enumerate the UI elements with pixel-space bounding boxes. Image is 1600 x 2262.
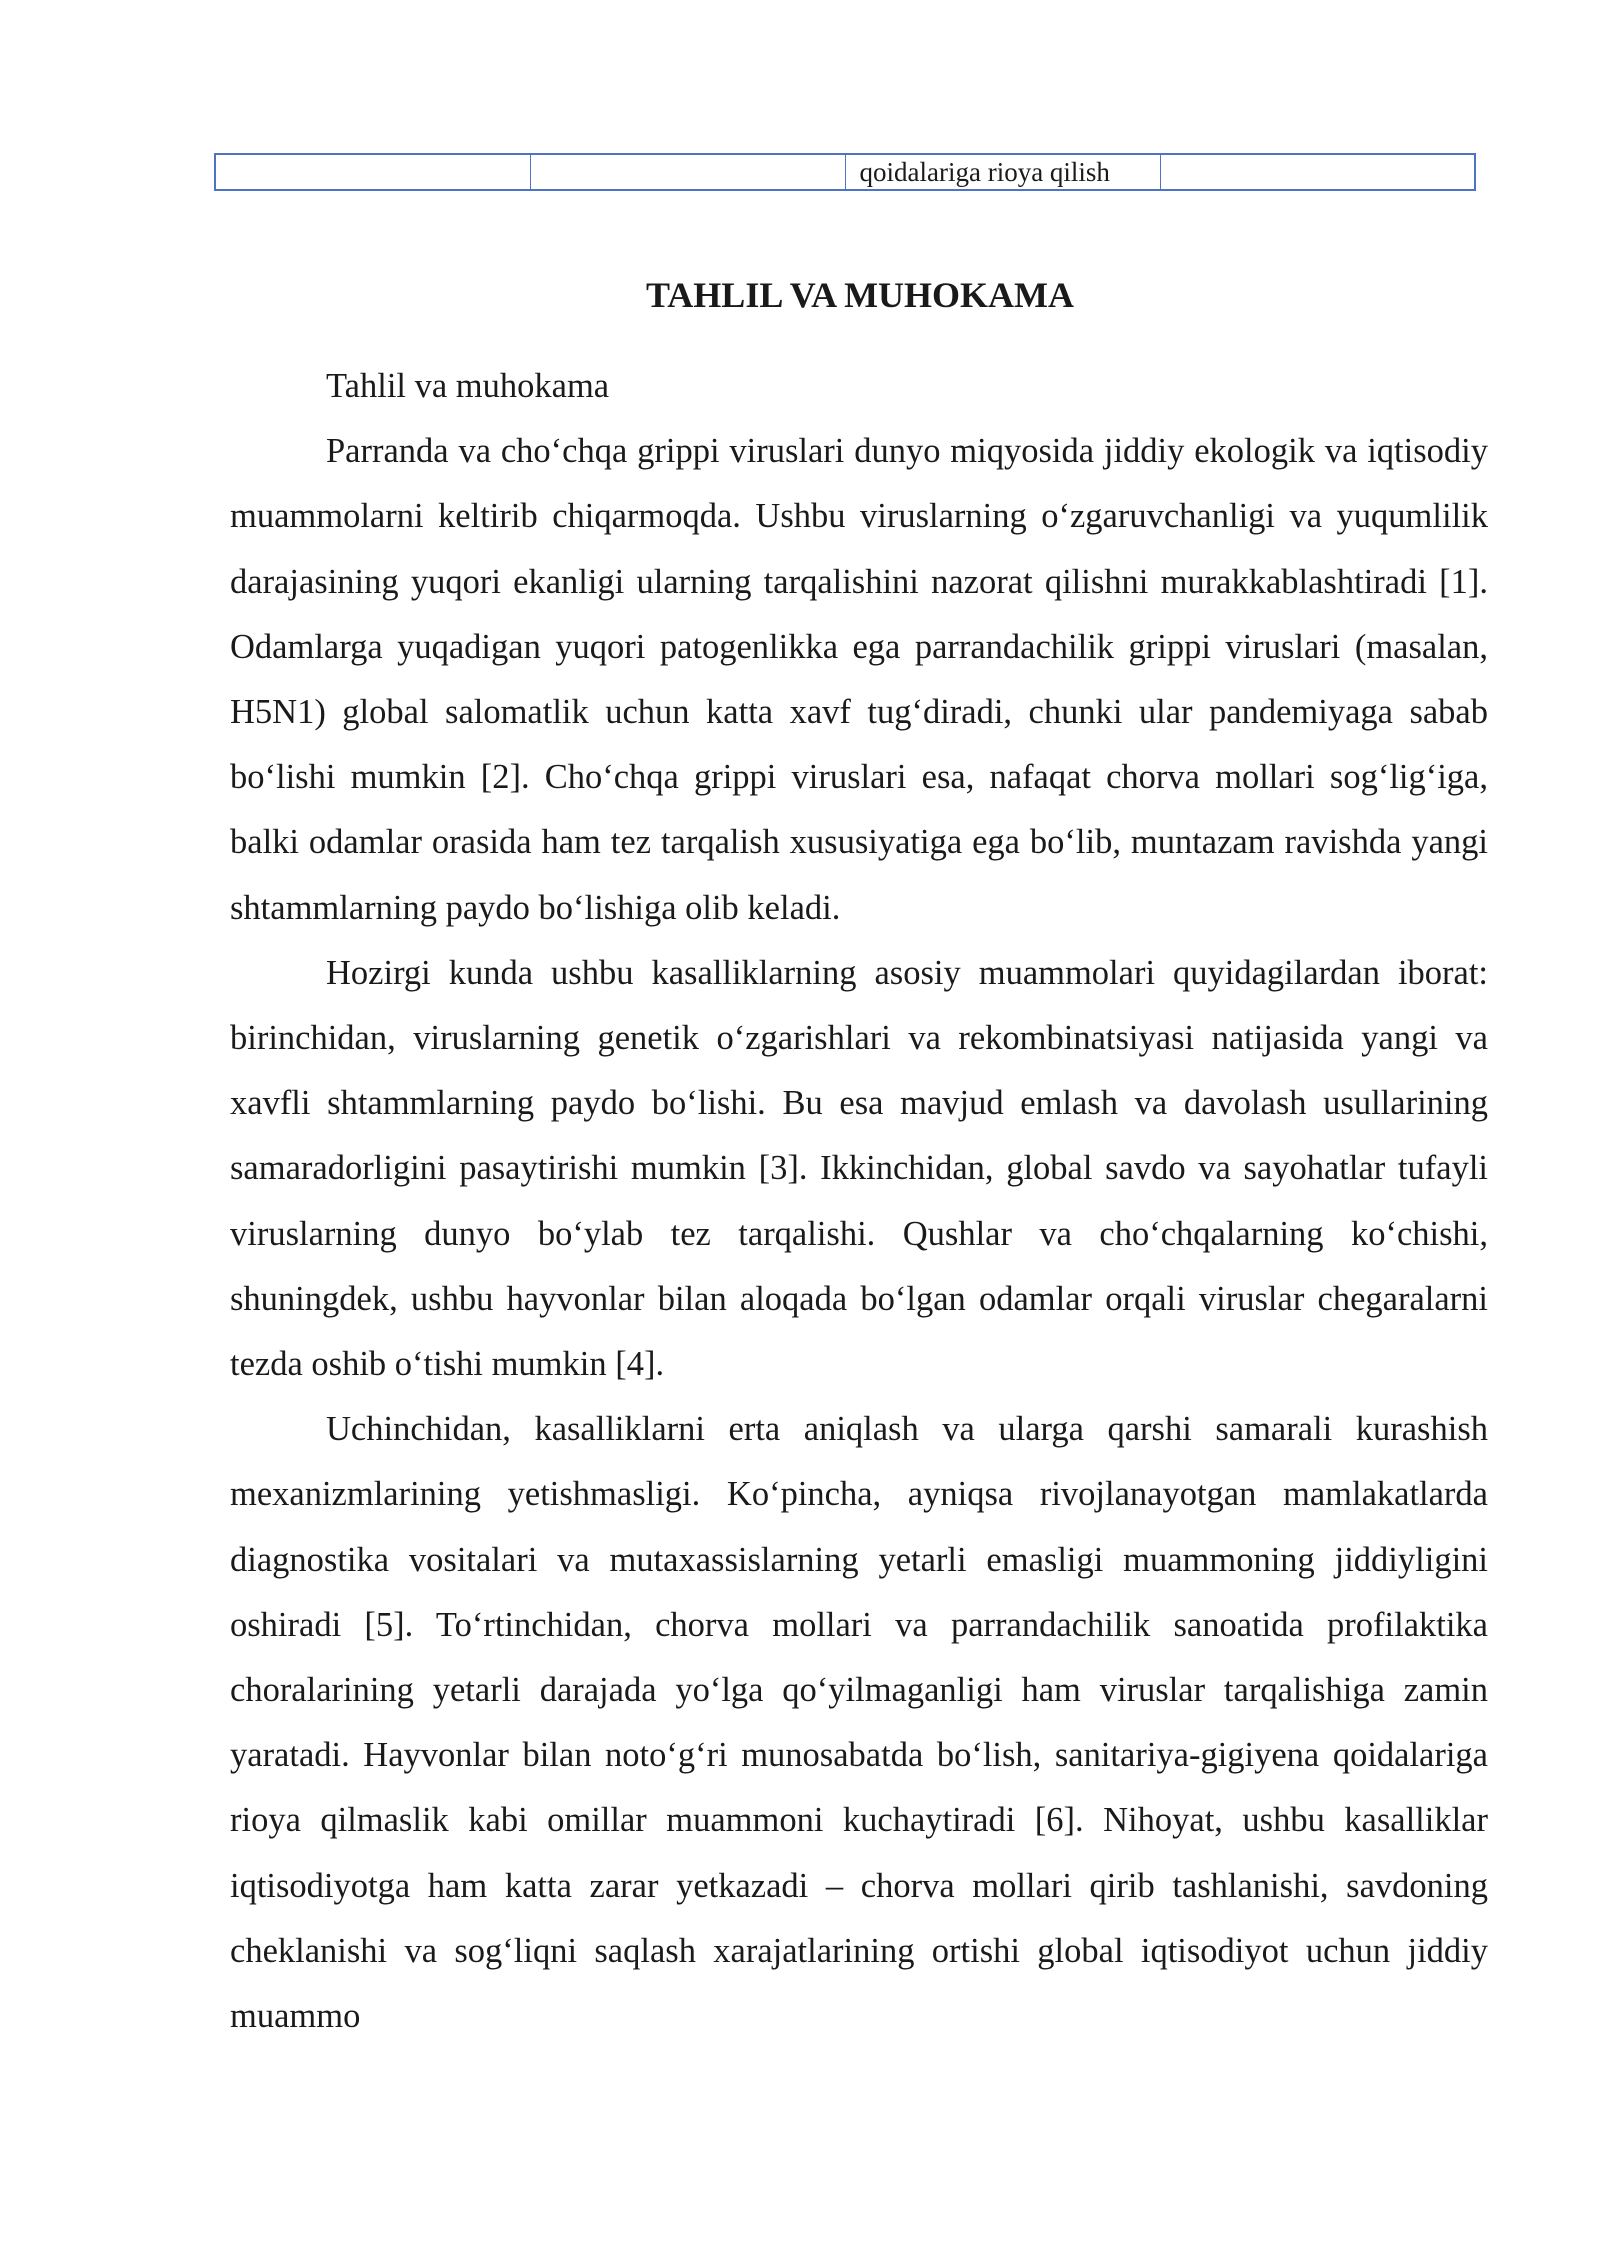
paragraph: Parranda va cho‘chqa grippi viruslari dunyo miqyosida jiddiy ekologik va iqtisodiy muammolarni keltirib chiqarmoqda. Ushbu viruslarning o‘zgaruvchanligi va yuqumlilik darajasining yuqori ekanligi ularning tarqalishini nazorat qilishni murakkablashtiradi [1]. Odamlarga yuqadigan yuqori patogenlikka ega parrandachilik grippi viruslari (masalan, H5N1) global salomatlik uchun katta xavf tug‘diradi, chunki ular pandemiyaga sabab bo‘lishi mumkin [2]. Cho‘chqa grippi viruslari esa, nafaqat chorva mollari sog‘lig‘iga, balki odamlar orasida ham tez tarqalish xususiyatiga ega bo‘lib, muntazam ravishda yangi shtammlarning paydo bo‘lishiga olib keladi.: [230, 432, 1488, 927]
table-fragment: [214, 153, 1476, 191]
paragraph: Uchinchidan, kasalliklarni erta aniqlash va ularga qarshi samarali kurashish mexanizmlarining yetishmasligi. Ko‘pincha, ayniqsa rivojlanayotgan mamlakatlarda diagnostika vositalari va mutaxassislarning yetarli emasligi muammoning jiddiyligini oshiradi [5]. To‘rtinchidan, chorva mollari va parrandachilik sanoatida profilaktika choralarining yetarli darajada yo‘lga qo‘yilmaganligi ham viruslar tarqalishiga zamin yaratadi. Hayvonlar bilan noto‘g‘ri munosabatda bo‘lish, sanitariya-gigiyena qoidalariga rioya qilmaslik kabi omillar muammoni kuchaytiradi [6]. Nihoyat, ushbu kasalliklar iqtisodiyotga ham katta zarar yetkazadi – chorva mollari qirib tashlanishi, savdoning cheklanishi va sog‘liqni saqlash xarajatlarining ortishi global iqtisodiyot uchun jiddiy muammo: [230, 1410, 1488, 2036]
paragraph: Hozirgi kunda ushbu kasalliklarning asosiy muammolari quyidagilardan iborat: birinchidan, viruslarning genetik o‘zgarishlari va rekombinatsiyasi natijasida yangi va xavfli shtammlarning paydo bo‘lishi. Bu esa mavjud emlash va davolash usullarining samaradorligini pasaytirishi mumkin [3]. Ikkinchidan, global savdo va sayohatlar tufayli viruslarning dunyo bo‘ylab tez tarqalishi. Qushlar va cho‘chqalarning ko‘chishi, shuningdek, ushbu hayvonlar bilan aloqada bo‘lgan odamlar orqali viruslar chegaralarni tezda oshib o‘tishi mumkin [4].: [230, 953, 1488, 1384]
table-cell: [1160, 154, 1475, 190]
table-cell: [530, 154, 845, 190]
table-row: [215, 154, 1475, 190]
body-text: [230, 354, 1488, 2049]
subheading: Tahlil va muhokama: [326, 367, 610, 405]
table-cell: [215, 154, 530, 190]
table-cell: qoidalariga rioya qilish: [845, 154, 1160, 190]
section-heading: TAHLIL VA MUHOKAMA: [645, 275, 1075, 315]
